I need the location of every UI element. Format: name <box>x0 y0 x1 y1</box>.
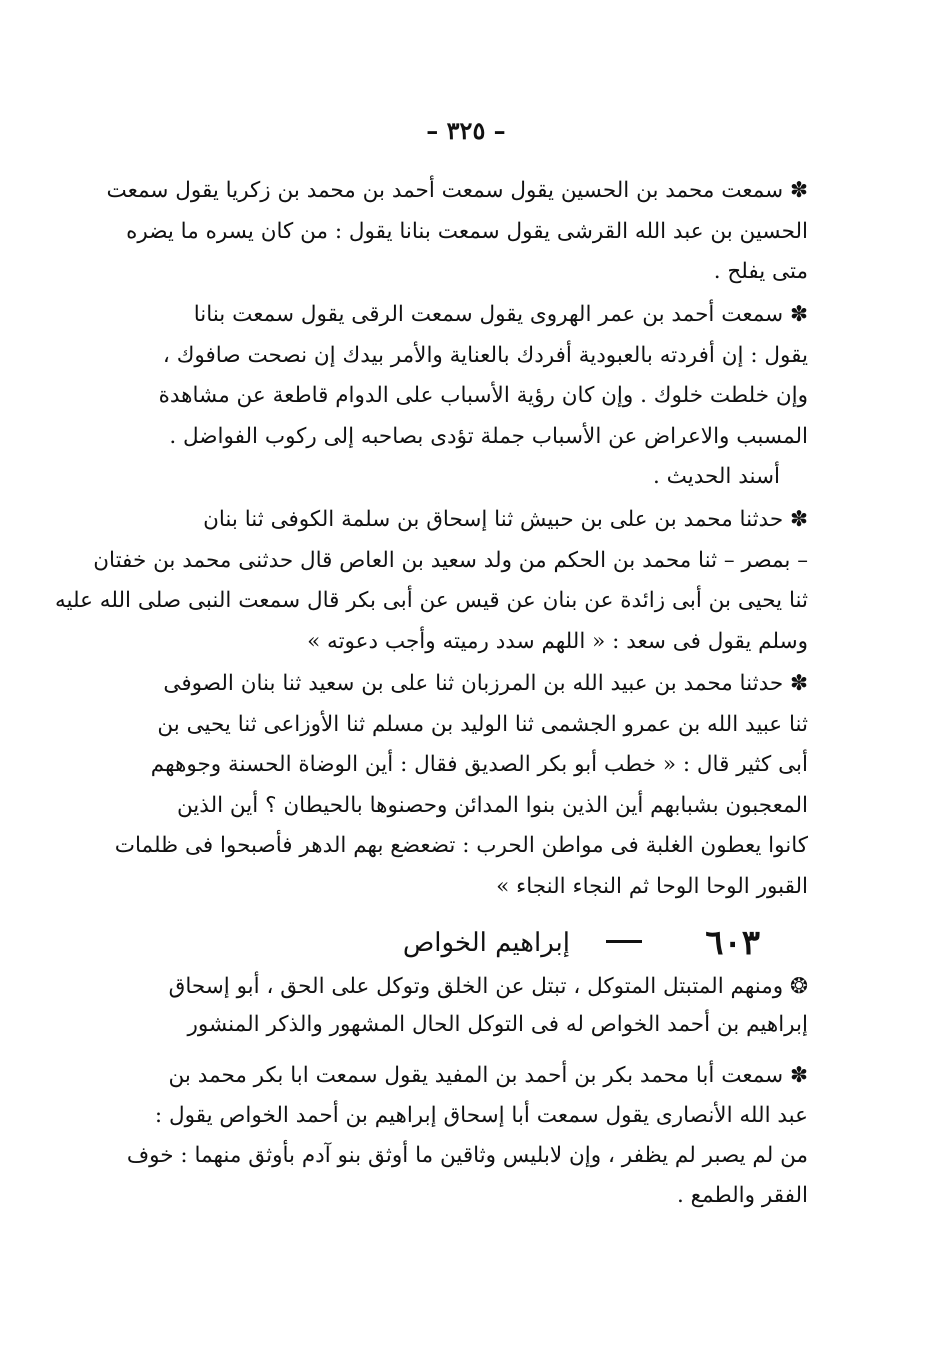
text-line: متى يفلح . <box>713 259 808 285</box>
text-line: المعجبون بشبابهم أين الذين بنوا المدائن وحصنوها بالحيطان ؟ أين الذين <box>176 792 808 818</box>
text-line: إبراهيم بن أحمد الخواص له فى التوكل الحال المشهور والذكر المنشور <box>187 1012 808 1037</box>
text-line: – بمصر – ثنا محمد بن الحكم من ولد سعيد بن العاص قال حدثنى محمد بن خفتان <box>93 547 808 573</box>
text-line: ثنا يحيى بن أبى زائدة عن بنان عن قيس عن أبى بكر قال سمعت النبى صلى الله عليه <box>55 588 808 614</box>
section-number: ٦٠٣ <box>705 923 760 963</box>
page-number: – ٣٢٥ – <box>426 116 506 145</box>
paragraph-3 <box>55 500 808 662</box>
text-line: أبى كثير قال : « خطب أبو بكر الصديق فقال : أين الوضاة الحسنة وجوههم <box>150 752 808 778</box>
text-line: ✽ سمعت محمد بن الحسين يقول سمعت أحمد بن محمد بن زكريا يقول سمعت <box>106 178 808 203</box>
text-line: ثنا عبيد الله بن عمرو الجشمى ثنا الوليد بن مسلم ثنا الأوزاعى ثنا يحيى بن <box>157 711 808 737</box>
text-line: الحسين بن عبد الله القرشى يقول سمعت بنانا يقول : من كان يسره ما يضره <box>126 218 808 244</box>
text-line: القبور الوحا الوحا ثم النجاء النجاء » <box>496 873 808 899</box>
text-line: يقول : إن أفردته بالعبودية أفردك بالعناية والأمر بيدك إن نصحت صافوك ، <box>162 342 808 368</box>
text-line: ✽ سمعت أحمد بن عمر الهروى يقول سمعت الرقى يقول سمعت بنانا <box>193 302 808 327</box>
text-line: المسبب والاعراض عن الأسباب جملة تؤدى بصاحبه إلى ركوب الفواضل . <box>169 423 808 449</box>
section-heading <box>300 920 760 966</box>
text-line: ❂ ومنهم المتبتل المتوكل ، تبتل عن الخلق وتوكل على الحق ، أبو إسحاق <box>168 974 808 999</box>
text-line: وإن خلطت خلوك . وإن كان رؤية الأسباب على الدوام قاطعة عن مشاهدة <box>158 383 808 409</box>
section-paragraph-2 <box>126 1056 808 1216</box>
text-line: عبد الله الأنصارى يقول سمعت أبا إسحاق إبراهيم بن أحمد الخواص يقول : <box>154 1103 808 1128</box>
text-line: كانوا يعطون الغلبة فى مواطن الحرب : تضعضع بهم الدهر فأصبحوا فى ظلمات <box>114 833 808 859</box>
section-intro-paragraph <box>163 968 808 1044</box>
text-line: ✽ حدثنا محمد بن على بن حبيش ثنا إسحاق بن سلمة الكوفى ثنا بنان <box>203 507 808 532</box>
paragraph-2 <box>158 295 808 498</box>
section-title: إبراهيم الخواص <box>402 928 570 958</box>
paragraph-1 <box>106 171 808 293</box>
text-line: أسند الحديث . <box>652 464 780 490</box>
paragraph-4 <box>114 664 808 908</box>
text-line: من لم يصبر لم يظفر ، وإن لابليس وثاقين ما أوثق بنو آدم بأوثق منهما : خوف <box>126 1143 808 1168</box>
text-line: الفقر والطمع . <box>676 1183 808 1208</box>
text-line: وسلم يقول فى سعد : « اللهم سدد رميته وأجب دعوته » <box>307 628 808 654</box>
section-dash <box>606 940 642 943</box>
text-line: ✽ سمعت أبا محمد بكر بن أحمد بن المفيد يقول سمعت ابا بكر محمد بن <box>168 1063 808 1088</box>
text-line: ✽ حدثنا محمد بن عبيد الله بن المرزبان ثنا على بن سعيد ثنا بنان الصوفى <box>163 671 808 696</box>
